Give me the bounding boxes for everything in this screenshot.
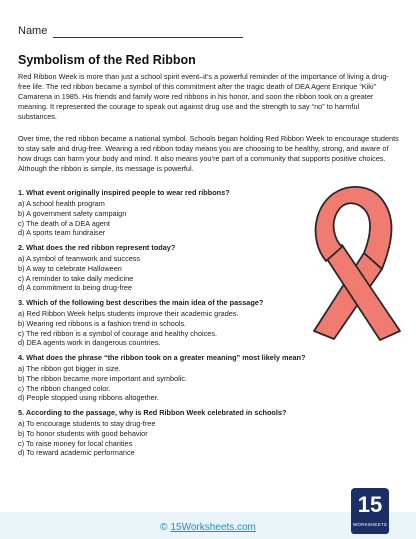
answer-option: a) Red Ribbon Week helps students improve their academic grades. <box>18 309 239 318</box>
name-line[interactable] <box>53 37 243 38</box>
site-link[interactable]: 15Worksheets.com <box>170 522 256 533</box>
answer-option: c) The ribbon changed color. <box>18 383 111 393</box>
question-4 <box>18 353 400 403</box>
brand-logo <box>351 488 389 534</box>
passage-paragraph-1: Red Ribbon Week is more than just a school spirit event–it’s a powerful reminder of the importance of living a drug-free life. The red ribbon became a symbol of this commitment after the tragic death of DEA Agent Enrique “Kiki” Camarena in 1985. His friends and family wore red ribbons in his honor, and soon the ribbon took on a greater meaning. It represented the courage to speak out against drug use and the strength to say “no” to harmful substances. <box>18 72 389 122</box>
name-row <box>18 25 47 37</box>
answer-option: c) The red ribbon is a symbol of courage and healthy choices. <box>18 328 218 338</box>
answer-option: b) A government safety campaign <box>18 208 127 218</box>
question-text: 1. What event originally inspired people to wear red ribbons? <box>18 188 230 197</box>
passage-paragraph-2: Over time, the red ribbon became a national symbol. Schools began holding Red Ribbon Week to encourage students to stay safe and drug-free. Wearing a red ribbon today means you are choosing to be healthy, strong, and aware of how drugs can harm your body and mind. It also means you’re part of a community that supports positive choices. Although the ribbon is simple, its message is powerful. <box>18 134 399 174</box>
question-text: 3. Which of the following best describes the main idea of the passage? <box>18 298 264 307</box>
question-text: 5. According to the passage, why is Red Ribbon Week celebrated in schools? <box>18 408 287 417</box>
logo-word: WORKSHEETS <box>352 522 387 527</box>
question-text: 2. What does the red ribbon represent today? <box>18 243 176 252</box>
question-text: 4. What does the phrase “the ribbon took on a greater meaning” most likely mean? <box>18 353 306 362</box>
answer-option: a) The ribbon got bigger in size. <box>18 364 121 373</box>
question-5 <box>18 408 400 458</box>
answer-option: c) To raise money for local charities <box>18 438 133 448</box>
answer-option: b) A way to celebrate Halloween <box>18 263 122 273</box>
answer-option: d) People stopped using ribbons altogether. <box>18 393 159 403</box>
answer-option: d) A commitment to being drug-free <box>18 283 132 293</box>
ribbon-loop <box>316 187 392 269</box>
answer-option: b) To honor students with good behavior <box>18 428 148 438</box>
red-ribbon-icon <box>300 183 408 345</box>
answer-option: c) The death of a DEA agent <box>18 218 110 228</box>
answer-option: d) To reward academic performance <box>18 448 135 458</box>
name-label: Name <box>18 25 48 37</box>
answer-option: a) A symbol of teamwork and success <box>18 254 141 263</box>
answer-option: a) A school health program <box>18 199 105 208</box>
copyright-symbol: © <box>160 522 168 533</box>
answer-option: b) Wearing red ribbons is a fashion trend in schools. <box>18 318 187 328</box>
answer-option: d) DEA agents work in dangerous countries. <box>18 338 161 348</box>
answer-option: d) A sports team fundraiser <box>18 228 106 238</box>
worksheet-title: Symbolism of the Red Ribbon <box>18 53 196 67</box>
answer-option: a) To encourage students to stay drug-free <box>18 419 156 428</box>
answer-option: c) A reminder to take daily medicine <box>18 273 134 283</box>
logo-number: 15 <box>357 492 383 517</box>
answer-option: b) The ribbon became more important and symbolic. <box>18 373 187 383</box>
